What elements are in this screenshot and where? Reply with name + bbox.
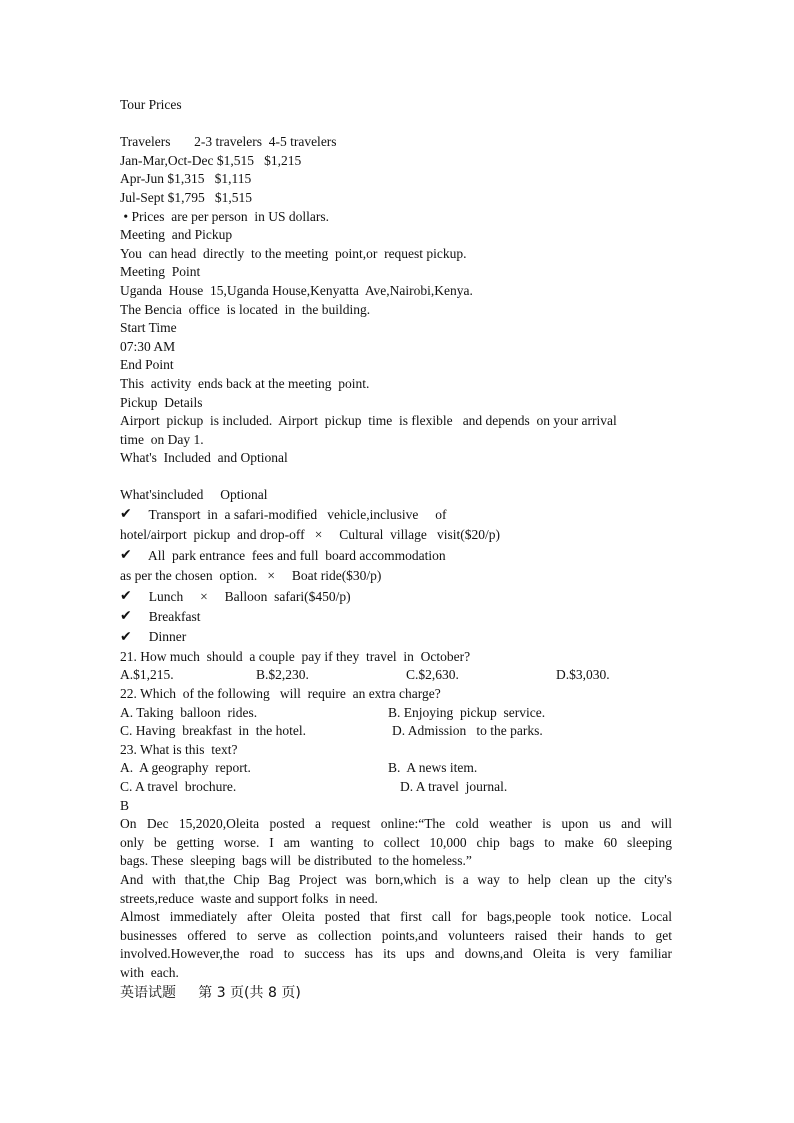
option-a: A.$1,215.: [120, 667, 174, 683]
checklist-item: [120, 627, 672, 647]
question-23: 23. What is this text?: [120, 741, 238, 757]
price-row: Apr-Jun $1,315 $1,115: [120, 171, 252, 187]
passage-line: On Dec 15,2020,Oleita posted a request online:“The cold weather is upon us and will: [120, 816, 672, 832]
section-heading: What's Included and Optional: [120, 450, 288, 466]
price-row: Jan-Mar,Oct-Dec $1,515 $1,215: [120, 152, 302, 168]
question-23-options: [120, 778, 672, 797]
passage-line: bags. These sleeping bags will be distributed to the homeless.”: [120, 853, 472, 869]
option-d: D. Admission to the parks.: [392, 723, 543, 739]
option-a: A. Taking balloon rides.: [120, 704, 258, 720]
spacer: [120, 115, 672, 134]
passage-line: And with that,the Chip Bag Project was born,which is a way to help clean up the city's: [120, 871, 672, 887]
price-table-header: Travelers 2-3 travelers 4-5 travelers: [120, 134, 337, 150]
section-heading: Pickup Details: [120, 394, 203, 410]
checklist-text: Dinner: [142, 629, 187, 645]
option-d: D. A travel journal.: [400, 778, 508, 794]
option-b: B.$2,230.: [256, 667, 309, 683]
checkmark-icon: ✔: [120, 608, 132, 625]
checklist-text: All park entrance fees and full board accommodation: [142, 547, 446, 563]
checkmark-icon: ✔: [120, 587, 132, 604]
checklist-item: [120, 566, 672, 586]
option-b: B. Enjoying pickup service.: [388, 704, 546, 720]
option-d: D.$3,030.: [556, 667, 610, 683]
meeting-office: The Bencia office is located in the building.: [120, 301, 371, 317]
tour-title: Tour Prices: [120, 97, 182, 112]
checklist-item: [120, 607, 672, 627]
passage-line: streets,reduce waste and support folks in need.: [120, 890, 378, 906]
passage-line: businesses offered to serve as collection points,and volunteers raised their hands to get: [120, 927, 672, 943]
checkmark-icon: ✔: [120, 628, 132, 645]
option-c: C.$2,630.: [406, 667, 459, 683]
checklist-item: [120, 525, 672, 545]
checkmark-icon: ✔: [120, 547, 132, 564]
checklist-text: Breakfast: [142, 608, 201, 624]
end-point-text: This activity ends back at the meeting point.: [120, 375, 370, 391]
checklist-item: [120, 546, 672, 566]
price-row: Jul-Sept $1,795 $1,515: [120, 189, 253, 205]
document-page: [120, 96, 672, 1006]
checklist-text: hotel/airport pickup and drop-off × Cultural village visit($20/p): [120, 527, 501, 543]
passage-line: involved.However,the road to success has its ups and downs,and Oleita is very familiar: [120, 946, 672, 962]
option-b: B. A news item.: [388, 760, 478, 776]
question-22-options: [120, 722, 672, 741]
section-heading: Meeting Point: [120, 264, 201, 280]
section-heading: End Point: [120, 357, 174, 373]
spacer: [120, 468, 672, 487]
checklist-item: [120, 505, 672, 525]
option-c: C. Having breakfast in the hotel.: [120, 723, 306, 739]
checklist-text: as per the chosen option. × Boat ride($30/p): [120, 568, 382, 584]
passage-line: with each.: [120, 964, 179, 980]
question-23-options: [120, 759, 672, 778]
option-a: A. A geography report.: [120, 760, 251, 776]
pickup-details-text: time on Day 1.: [120, 431, 204, 447]
passage-line: only be getting worse. I am wanting to collect 10,000 chip bags to make 60 sleeping: [120, 834, 672, 850]
checklist-text: Lunch × Balloon safari($450/p): [142, 588, 351, 604]
price-note: • Prices are per person in US dollars.: [120, 208, 330, 224]
page-footer: 英语试题 第 3 页(共 8 页): [120, 985, 301, 1002]
meeting-address: Uganda House 15,Uganda House,Kenyatta Ave,Nairobi,Kenya.: [120, 282, 473, 298]
question-21: 21. How much should a couple pay if they travel in October?: [120, 648, 471, 664]
checklist-item: [120, 587, 672, 607]
question-22: 22. Which of the following will require an extra charge?: [120, 685, 441, 701]
question-22-options: [120, 704, 672, 723]
section-heading: Start Time: [120, 320, 177, 336]
passage-line: Almost immediately after Oleita posted that first call for bags,people took notice. Local: [120, 909, 672, 925]
section-text: You can head directly to the meeting point,or request pickup.: [120, 245, 467, 261]
pickup-details-text: Airport pickup is included. Airport pickup time is flexible and depends on your arrival: [120, 413, 617, 429]
checkmark-icon: ✔: [120, 506, 132, 523]
start-time: 07:30 AM: [120, 338, 176, 354]
section-heading: Meeting and Pickup: [120, 227, 233, 243]
included-header: What'sincluded Optional: [120, 487, 268, 503]
option-c: C. A travel brochure.: [120, 778, 237, 794]
checklist-text: Transport in a safari-modified vehicle,inclusive of: [142, 506, 447, 522]
question-21-options: [120, 666, 672, 685]
passage-label: B: [120, 797, 130, 813]
